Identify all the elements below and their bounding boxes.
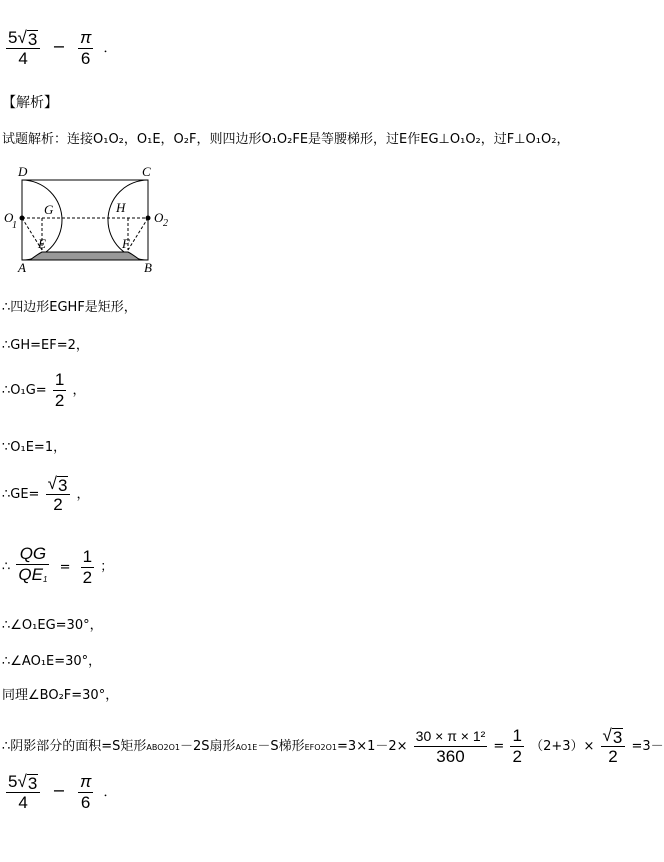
final-answer-frac1: 5 √ 3 4: [6, 772, 40, 813]
label-h: H: [116, 200, 126, 215]
analysis-heading: 【解析】: [2, 95, 58, 111]
step-angle-ao1e: ∴∠AO₁E=30°，: [2, 654, 102, 669]
step-ratio: ∴ $\frac{QG}{QE_1}$ = $\frac{1}{2}$ ；: [2, 544, 114, 587]
label-o1-sub: 1: [12, 220, 17, 231]
step-ge: ∴GE= √ 3 2 ，: [2, 474, 90, 514]
step-rectangle: ∴四边形EGHF是矩形，: [2, 300, 137, 315]
step-o1g: ∴O₁G= $\frac{1}{2}$ ，: [2, 370, 86, 410]
point-o2: [146, 216, 151, 221]
segment-o2f: [128, 218, 148, 250]
intro-text: 试题解析：连接O₁O₂，O₁E，O₂F，则四边形O₁O₂FE是等腰梯形，过E作EG⊥O₁O₂，过F⊥O₁O₂，: [2, 132, 570, 147]
label-f: F: [122, 236, 130, 251]
label-d: D: [18, 164, 28, 179]
label-b: B: [144, 260, 152, 275]
final-answer-frac2: $\frac{\pi}{6}$: [79, 772, 92, 812]
label-e: E: [38, 236, 46, 251]
top-answer-frac2: $\frac{\pi}{6}$: [79, 28, 92, 68]
area-formula: ∴阴影部分的面积=S矩形ABO2O1－2S扇形AO1E－S梯形EFO2O1=3×1－2× $\frac{\text{30 × π × 1²}}{360}$ = $\frac{1}{2}$ （2+3）× √ 3 2 =3－: [2, 726, 664, 766]
step-angle-bo2f: 同理∠BO₂F=30°，: [2, 688, 119, 703]
shaded-region: [30, 252, 140, 260]
label-g: G: [44, 202, 54, 217]
top-answer: 5 √ 3 4 − $\frac{\pi}{6}$ ．: [8, 28, 117, 68]
final-answer: 5 √ 3 4 − $\frac{\pi}{6}$ ．: [8, 772, 117, 812]
step-o1e: ∵O₁E=1，: [2, 440, 67, 455]
step-angle-o1eg: ∴∠O₁EG=30°，: [2, 618, 103, 633]
geometry-figure: [0, 160, 180, 278]
step-gh-ef: ∴GH=EF=2，: [2, 338, 89, 353]
label-c: C: [142, 164, 151, 179]
top-answer-frac1: 5 √ 3 4: [6, 28, 40, 69]
point-o1: [20, 216, 25, 221]
label-o1: O: [4, 210, 14, 225]
label-o2-sub: 2: [163, 218, 168, 229]
label-o2: O: [154, 210, 164, 225]
label-a: A: [18, 260, 26, 275]
